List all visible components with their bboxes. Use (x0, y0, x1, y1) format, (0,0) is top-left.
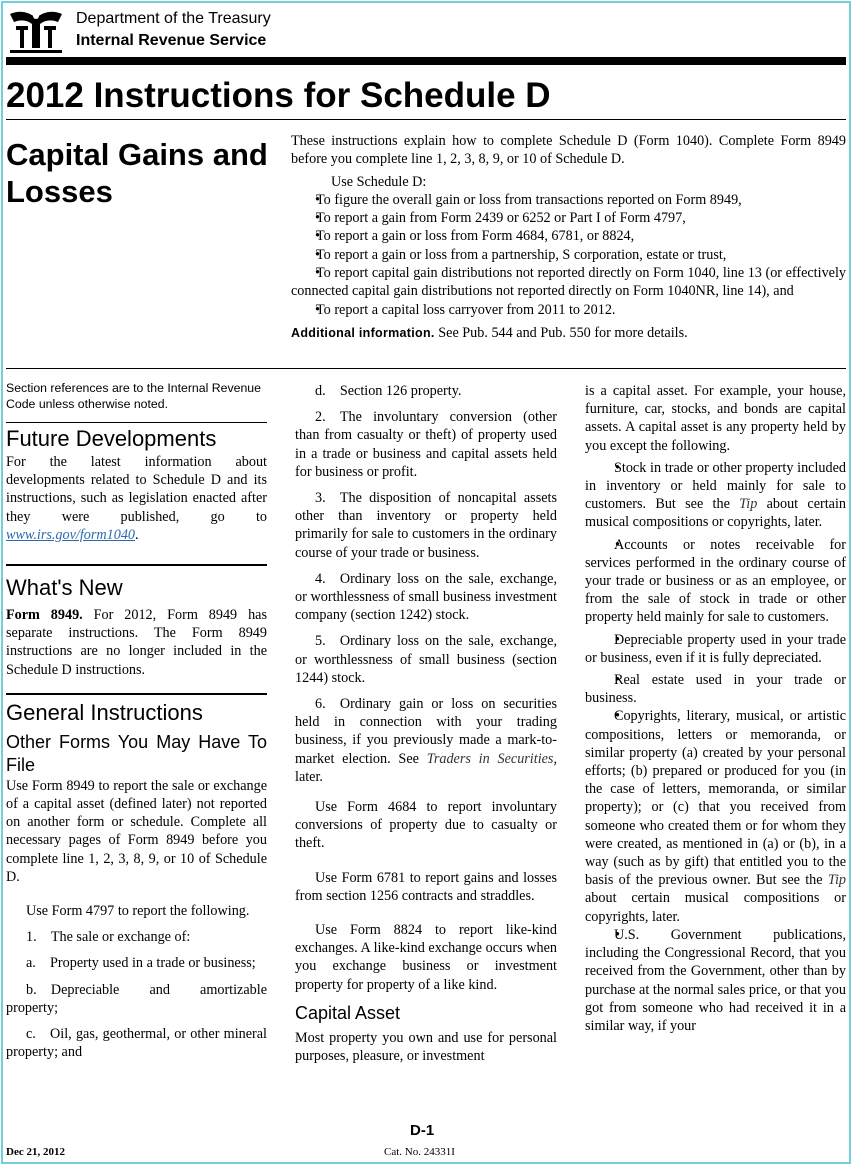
bullet-text: Copyrights, literary, musical, or artistic compositions, letters or memoranda, or similar property (a) created by your personal efforts; (b) prepared or produced for you (in the case of letters, memoranda, or similar property); or (c) that you received from someone who created them or for whom they were created, as mentioned in (a) or (b), in a way (such as by gift) that entitled you to the basis of the previous owner. But see the (585, 708, 846, 889)
intro-block (291, 132, 846, 342)
column-2 (295, 382, 557, 1065)
intro-bullet: • To report capital gain distributions not reported directly on Form 1040, line 13 (or effectively connected capital gain distributions not reported directly on Form 1040NR, line 14), and (291, 264, 846, 301)
list-item (295, 695, 557, 786)
form-8949-paragraph: Use Form 8949 to report the sale or exchange of a capital asset (defined later) not reported on another form or schedule. Complete all necessary pages of Form 8949 before you complete line 1, 2, 3, 8, 9, or 10 of Schedule D. (6, 777, 267, 885)
section-title: Capital Gains and Losses (6, 137, 268, 209)
bullet-text-end: about certain musical compositions or copyrights, later. (585, 496, 846, 531)
use-schedule-label: Use Schedule D: (331, 173, 427, 190)
intro-bullet: • To report a gain or loss from a partnership, S corporation, estate or trust, (291, 246, 846, 264)
bullet-item: • Real estate used in your trade or business. (585, 671, 846, 707)
column-1 (6, 380, 267, 1061)
traders-in-securities-ref: Traders in Securities (426, 750, 554, 767)
whats-new-body: For 2012, Form 8949 has separate instructions. The Form 8949 instructions are no longer included in the Schedule D instructions. (6, 607, 267, 678)
form-4684-paragraph: Use Form 4684 to report involuntary conversions of property due to casualty or theft. (295, 799, 557, 852)
future-developments-heading: Future Developments (6, 426, 217, 451)
bullet-item: • Accounts or notes receivable for services performed in the ordinary course of your trade or business or as an employee, or from the sale of stock in trade or other property held mainly for sale to customers. (585, 536, 846, 627)
list-item: d. Section 126 property. (315, 383, 462, 399)
bullet-item: • U.S. Government publications, including the Congressional Record, that you received from the Government, other than by purchase at the normal sales price, or that you got from someone who had received it in a similar way, if your (585, 926, 846, 1035)
divider (6, 422, 267, 423)
bullet-item (585, 707, 846, 925)
intro-bullet: • To figure the overall gain or loss from transactions reported on Form 8949, (291, 191, 846, 209)
bullet-text-end: about certain musical compositions or copyrights, later. (585, 890, 846, 925)
intro-lead: These instructions explain how to complete Schedule D (Form 1040). Complete Form 8949 before you complete line 1, 2, 3, 8, 9, or 10 of Schedule D. (291, 133, 846, 168)
irs-form1040-link[interactable]: www.irs.gov/form1040 (6, 526, 136, 543)
additional-label: Additional information. (291, 325, 435, 340)
capital-asset-heading: Capital Asset (295, 1002, 401, 1023)
future-developments-text: For the latest information about developments related to Schedule D and its instructions, such as legislation enacted after they were published, go to www.irs.gov/form1040. (6, 454, 267, 543)
divider (6, 693, 267, 695)
additional-information (291, 324, 846, 342)
list-item: 4. Ordinary loss on the sale, exchange, or worthlessness of small business investment company (section 1242) stock. (295, 570, 557, 624)
list-item: 3. The disposition of noncapital assets other than inventory or property held primarily for sale to customers in the ordinary course of your trade or business. (295, 490, 557, 561)
irs-eagle-logo-icon (6, 8, 66, 56)
bullet-item (585, 459, 846, 532)
department-name: Department of the Treasury (76, 10, 271, 27)
tip-ref: Tip (827, 872, 846, 889)
whats-new-text (6, 606, 267, 679)
catalog-number: Cat. No. 24331I (384, 1146, 455, 1158)
list-item: 1. The sale or exchange of: (26, 929, 191, 946)
list-item: b. Depreciable and amortizable property; (6, 981, 267, 1016)
general-instructions-heading: General Instructions (6, 699, 203, 725)
item6-end: , later. (295, 750, 557, 785)
intro-bullet: • To report a gain from Form 2439 or 6252 or Part I of Form 4797, (291, 209, 846, 227)
page-title: 2012 Instructions for Schedule D (6, 76, 551, 115)
revision-date: Dec 21, 2012 (6, 1146, 65, 1158)
future-text: For the latest information about developments related to Schedule D and its instructions, such as legislation enacted after they were published, go to (6, 454, 267, 525)
other-forms-heading: Other Forms You May Have To File (6, 731, 267, 775)
item6-text: 6. Ordinary gain or loss on securities held in connection with your trading business, if you previously made a mark-to-market election. See (295, 696, 557, 767)
title-rule (6, 119, 846, 120)
column-3 (585, 382, 846, 1035)
form-8949-label: Form 8949. (6, 607, 83, 624)
list-item: a. Property used in a trade or business; (26, 955, 256, 972)
whats-new-heading: What's New (6, 575, 123, 601)
capital-asset-text: Most property you own and use for personal purposes, pleasure, or investment (295, 1029, 557, 1065)
page-number: D-1 (410, 1122, 435, 1139)
intro-bullet: • To report a gain or loss from Form 4684, 6781, or 8824, (291, 227, 846, 245)
form-6781-paragraph: Use Form 6781 to report gains and losses from section 1256 contracts and straddles. (295, 869, 557, 904)
form-8824-paragraph: Use Form 8824 to report like-kind exchanges. A like-kind exchange occurs when you exchange business or investment property for property of a like kind. (295, 922, 557, 993)
bullet-item: • Depreciable property used in your trade or business, even if it is fully depreciated. (585, 631, 846, 667)
list-item: 5. Ordinary loss on the sale, exchange, or worthlessness of small business (section 1244) stock. (295, 633, 557, 686)
bullet-text: Stock in trade or other property included in inventory or held mainly for sale to customers. But see the (585, 459, 846, 513)
header-rule (6, 57, 846, 65)
section-references-note: Section references are to the Internal Revenue Code unless otherwise noted. (6, 381, 261, 411)
capital-asset-continued: is a capital asset. For example, your house, furniture, car, stocks, and bonds are capital assets. A capital asset is any property held by you except the following. (585, 383, 846, 454)
tip-ref: Tip (739, 496, 758, 513)
intro-bullet: • To report a capital loss carryover from 2011 to 2012. (291, 301, 846, 319)
form-4797-paragraph: Use Form 4797 to report the following. (26, 903, 250, 920)
list-item: c. Oil, gas, geothermal, or other mineral property; and (6, 1026, 267, 1061)
intro-rule (6, 368, 846, 369)
additional-text: See Pub. 544 and Pub. 550 for more details. (438, 324, 688, 341)
divider (6, 564, 267, 566)
agency-name: Internal Revenue Service (76, 32, 267, 49)
list-item: 2. The involuntary conversion (other than from casualty or theft) of property used in a trade or business and capital assets held for business or profit. (295, 409, 557, 480)
